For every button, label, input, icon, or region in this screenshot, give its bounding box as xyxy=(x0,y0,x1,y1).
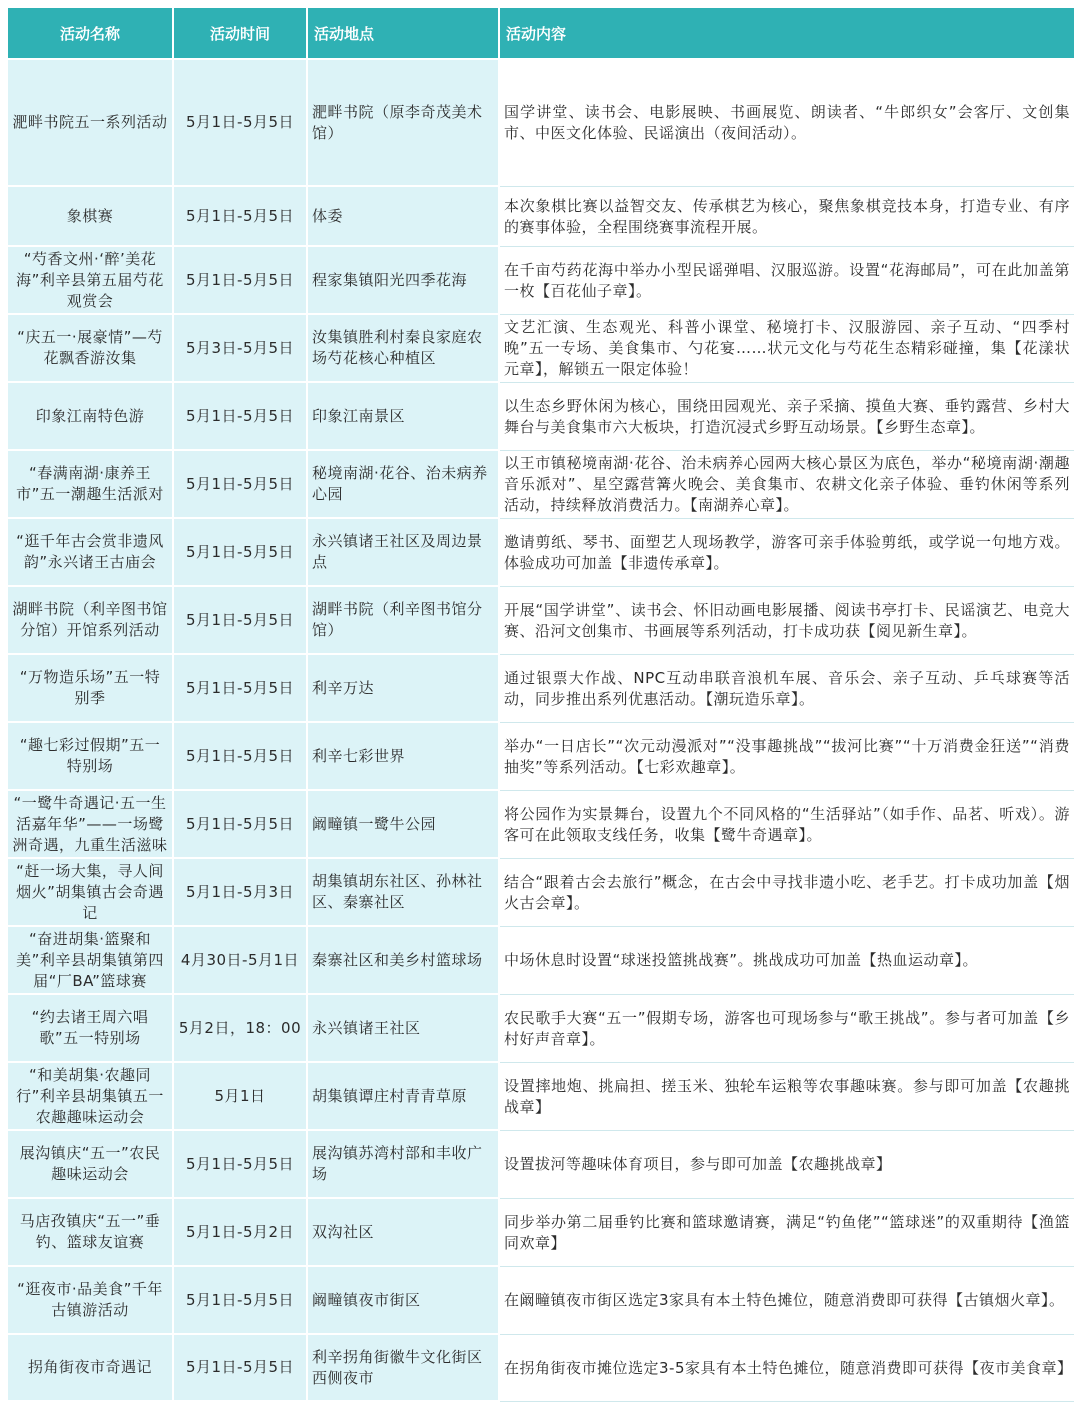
row-place: 胡集镇胡东社区、孙林社区、秦寨社区 xyxy=(312,872,483,911)
header-name xyxy=(8,8,174,60)
row-place-cell xyxy=(308,655,500,723)
header-content xyxy=(500,8,1074,60)
row-time-cell xyxy=(174,791,308,859)
row-place-cell xyxy=(308,383,500,451)
row-place-cell xyxy=(308,247,500,315)
row-place-cell xyxy=(308,791,500,859)
table-body xyxy=(8,60,1074,1402)
row-time-cell xyxy=(174,859,308,927)
row-name-cell xyxy=(8,723,174,791)
row-place: 永兴镇诸王社区及周边景点 xyxy=(312,532,483,571)
row-time-cell xyxy=(174,1267,308,1335)
table-row xyxy=(8,995,1074,1063)
row-time-cell xyxy=(174,1335,308,1402)
table-row xyxy=(8,791,1074,859)
row-name: “庆五一·展豪情”—芍花飘香游汝集 xyxy=(17,328,163,367)
row-content: 农民歌手大赛“五一”假期专场，游客也可现场参与“歌王挑战”。参与者可加盖【乡村好声音章】。 xyxy=(504,1008,1070,1048)
row-name: 印象江南特色游 xyxy=(35,406,145,425)
row-time: 5月1日-5月5日 xyxy=(185,746,295,765)
row-place: 展沟镇苏湾村部和丰收广场 xyxy=(312,1144,483,1183)
row-place: 体委 xyxy=(312,206,344,225)
row-time: 5月1日-5月5日 xyxy=(185,113,295,131)
row-content-cell xyxy=(500,791,1074,859)
row-place: 双沟社区 xyxy=(312,1222,375,1241)
row-name: 象棋赛 xyxy=(66,206,114,225)
row-name-cell xyxy=(8,791,174,859)
row-name: “逛千年古会赏非遗风韵”永兴诸王古庙会 xyxy=(16,532,164,571)
row-name-cell xyxy=(8,1267,174,1335)
row-content: 同步举办第二届垂钓比赛和篮球邀请赛，满足“钓鱼佬”“篮球迷”的双重期待【渔篮同欢章】 xyxy=(504,1212,1070,1252)
row-name: 拐角街夜市奇遇记 xyxy=(27,1358,152,1376)
row-name-cell xyxy=(8,995,174,1063)
row-name-cell xyxy=(8,1335,174,1402)
row-name-cell xyxy=(8,60,174,187)
row-time: 5月1日-5月5日 xyxy=(185,474,295,493)
row-place-cell xyxy=(308,519,500,587)
row-content-cell xyxy=(500,995,1074,1063)
table-row xyxy=(8,1199,1074,1267)
header-place xyxy=(308,8,500,60)
row-content: 国学讲堂、读书会、电影展映、书画展览、朗读者、“牛郎织女”会客厅、文创集市、中医文化体验、民谣演出（夜间活动）。 xyxy=(504,103,1070,142)
row-place: 利辛七彩世界 xyxy=(312,746,406,765)
row-time: 5月1日-5月5日 xyxy=(185,1154,295,1173)
row-time: 5月1日-5月5日 xyxy=(185,270,295,289)
row-place-cell xyxy=(308,315,500,383)
row-content: 在千亩芍药花海中举办小型民谣弹唱、汉服巡游。设置“花海邮局”，可在此加盖第一枚【百花仙子章】。 xyxy=(504,260,1070,300)
row-name-cell xyxy=(8,519,174,587)
row-place-cell xyxy=(308,995,500,1063)
row-content: 结合“跟着古会去旅行”概念，在古会中寻找非遗小吃、老手艺。打卡成功加盖【烟火古会章】。 xyxy=(504,872,1070,912)
row-time-cell xyxy=(174,60,308,187)
row-place: 秘境南湖·花谷、治未病养心园 xyxy=(312,464,488,503)
row-content: 以王市镇秘境南湖·花谷、治未病养心园两大核心景区为底色，举办“秘境南湖·潮趣音乐派对”、星空露营篝火晚会、美食集市、农耕文化亲子体验、垂钓休闲等系列活动，持续释放消费活力。【南湖养心章】。 xyxy=(504,454,1070,514)
row-place-cell xyxy=(308,723,500,791)
row-time: 5月1日-5月5日 xyxy=(185,1358,295,1376)
row-time: 5月1日-5月5日 xyxy=(185,542,295,561)
row-place: 程家集镇阳光四季花海 xyxy=(312,270,468,289)
row-time-cell xyxy=(174,587,308,655)
row-place: 阚疃镇一鹭牛公园 xyxy=(312,814,437,833)
row-content-cell xyxy=(500,587,1074,655)
row-place: 汝集镇胜利村秦良家庭农场芍花核心种植区 xyxy=(312,328,483,367)
row-content-cell xyxy=(500,315,1074,383)
row-time: 5月1日-5月5日 xyxy=(185,678,295,697)
row-name-cell xyxy=(8,315,174,383)
row-content: 将公园作为实景舞台，设置九个不同风格的“生活驿站”（如手作、品茗、听戏）。游客可在此领取支线任务，收集【鹭牛奇遇章】。 xyxy=(504,804,1070,844)
table-row xyxy=(8,315,1074,383)
row-place-cell xyxy=(308,1063,500,1131)
row-time: 5月1日-5月5日 xyxy=(185,1290,295,1309)
row-name-cell xyxy=(8,383,174,451)
row-place: 湖畔书院（利辛图书馆分馆） xyxy=(312,600,483,639)
row-content-cell xyxy=(500,383,1074,451)
table-row xyxy=(8,451,1074,519)
row-content: 在阚疃镇夜市街区选定3家具有本土特色摊位，随意消费即可获得【古镇烟火章】。 xyxy=(504,1291,1065,1309)
row-name-cell xyxy=(8,1131,174,1199)
table-row xyxy=(8,247,1074,315)
row-content-cell xyxy=(500,1267,1074,1335)
row-content: 通过银票大作战、NPC互动串联音浪机车展、音乐会、亲子互动、乒乓球赛等活动，同步推出系列优惠活动。【潮玩造乐章】。 xyxy=(504,668,1070,708)
row-content: 设置摔地炮、挑扁担、搓玉米、独轮车运粮等农事趣味赛。参与即可加盖【农趣挑战章】 xyxy=(504,1076,1070,1116)
row-name-cell xyxy=(8,927,174,995)
row-place-cell xyxy=(308,587,500,655)
row-name-cell xyxy=(8,859,174,927)
row-name: “逛夜市·品美食”千年古镇游活动 xyxy=(17,1280,163,1319)
row-time-cell xyxy=(174,315,308,383)
row-time-cell xyxy=(174,1199,308,1267)
table-row xyxy=(8,383,1074,451)
row-time-cell xyxy=(174,1131,308,1199)
header-place-label: 活动地点 xyxy=(314,24,375,43)
row-name-cell xyxy=(8,1199,174,1267)
row-time: 5月1日 xyxy=(214,1086,266,1105)
row-place: 利辛拐角街徽牛文化街区西侧夜市 xyxy=(312,1347,483,1387)
row-content-cell xyxy=(500,655,1074,723)
table-row xyxy=(8,655,1074,723)
row-time: 4月30日-5月1日 xyxy=(180,950,300,969)
row-content-cell xyxy=(500,1199,1074,1267)
row-name: “约去诸王周六唱歌”五一特别场 xyxy=(31,1008,149,1047)
row-content: 中场休息时设置“球迷投篮挑战赛”。挑战成功可加盖【热血运动章】。 xyxy=(504,951,979,969)
header-time-label: 活动时间 xyxy=(209,24,270,43)
row-place: 印象江南景区 xyxy=(312,406,406,425)
row-content: 在拐角街夜市摊位选定3-5家具有本土特色摊位，随意消费即可获得【夜市美食章】 xyxy=(504,1358,1073,1377)
row-time: 5月1日-5月5日 xyxy=(185,610,295,629)
row-time-cell xyxy=(174,383,308,451)
row-content-cell xyxy=(500,723,1074,791)
table-row xyxy=(8,1267,1074,1335)
table-row xyxy=(8,859,1074,927)
row-time-cell xyxy=(174,247,308,315)
row-place: 秦寨社区和美乡村篮球场 xyxy=(312,950,483,969)
row-time: 5月3日-5月5日 xyxy=(185,338,295,357)
row-content: 本次象棋比赛以益智交友、传承棋艺为核心，聚焦象棋竞技本身，打造专业、有序的赛事体验，全程围绕赛事流程开展。 xyxy=(504,196,1070,236)
row-name-cell xyxy=(8,451,174,519)
table-row xyxy=(8,927,1074,995)
row-content: 设置拔河等趣味体育项目，参与即可加盖【农趣挑战章】 xyxy=(504,1155,892,1173)
row-time: 5月1日-5月2日 xyxy=(185,1222,295,1241)
row-name: “春满南湖·康养王市”五一潮趣生活派对 xyxy=(16,464,164,503)
table-row xyxy=(8,1063,1074,1131)
table-row xyxy=(8,519,1074,587)
row-content-cell xyxy=(500,519,1074,587)
row-place-cell xyxy=(308,1131,500,1199)
row-time-cell xyxy=(174,927,308,995)
row-place: 永兴镇诸王社区 xyxy=(312,1018,421,1037)
row-place: 利辛万达 xyxy=(312,678,375,697)
row-name: “赶一场大集，寻人间烟火”胡集镇古会奇遇记 xyxy=(16,861,164,922)
row-place: 淝畔书院（原李奇茂美术馆） xyxy=(312,102,483,142)
row-place-cell xyxy=(308,1199,500,1267)
row-content: 邀请剪纸、琴书、面塑艺人现场教学，游客可亲手体验剪纸，或学说一句地方戏。体验成功可加盖【非遗传承章】。 xyxy=(504,532,1070,572)
row-content-cell xyxy=(500,1063,1074,1131)
row-name: 湖畔书院（利辛图书馆分馆）开馆系列活动 xyxy=(12,600,168,639)
row-place-cell xyxy=(308,859,500,927)
row-name-cell xyxy=(8,1063,174,1131)
row-time-cell xyxy=(174,723,308,791)
row-content: 举办“一日店长”“次元动漫派对”“没事趣挑战”“拔河比赛”“十万消费金狂送”“消费抽奖”等系列活动。【七彩欢趣章】。 xyxy=(504,736,1070,776)
row-time-cell xyxy=(174,451,308,519)
row-name-cell xyxy=(8,587,174,655)
header-content-label: 活动内容 xyxy=(506,24,567,43)
row-content-cell xyxy=(500,451,1074,519)
row-time: 5月2日，18：00 xyxy=(178,1018,302,1037)
row-content-cell xyxy=(500,60,1074,187)
row-place: 胡集镇谭庄村青青草原 xyxy=(312,1086,468,1105)
row-name: “万物造乐场”五一特别季 xyxy=(19,668,161,707)
row-name: “奋进胡集·篮聚和美”利辛县胡集镇第四届“厂BA”篮球赛 xyxy=(16,929,164,990)
row-time-cell xyxy=(174,655,308,723)
row-content: 开展“国学讲堂”、读书会、怀旧动画电影展播、阅读书亭打卡、民谣演艺、电竞大赛、沿河文创集市、书画展等系列活动，打卡成功获【阅见新生章】。 xyxy=(504,600,1070,640)
row-content-cell xyxy=(500,1131,1074,1199)
header-time xyxy=(174,8,308,60)
row-place-cell xyxy=(308,60,500,187)
row-place-cell xyxy=(308,1267,500,1335)
row-content-cell xyxy=(500,247,1074,315)
row-name: 展沟镇庆“五一”农民趣味运动会 xyxy=(19,1144,161,1183)
row-place-cell xyxy=(308,451,500,519)
row-content-cell xyxy=(500,927,1074,995)
row-name: 淝畔书院五一系列活动 xyxy=(12,113,168,131)
row-time-cell xyxy=(174,995,308,1063)
row-place-cell xyxy=(308,927,500,995)
row-content-cell xyxy=(500,859,1074,927)
table-row xyxy=(8,187,1074,247)
table-row xyxy=(8,1335,1074,1402)
row-time: 5月1日-5月5日 xyxy=(185,814,295,833)
row-time-cell xyxy=(174,1063,308,1131)
row-name-cell xyxy=(8,187,174,247)
activity-table xyxy=(8,8,1074,1402)
table-row xyxy=(8,1131,1074,1199)
row-content-cell xyxy=(500,187,1074,247)
row-place: 阚疃镇夜市街区 xyxy=(312,1290,421,1309)
row-name-cell xyxy=(8,247,174,315)
row-time-cell xyxy=(174,187,308,247)
row-content: 文艺汇演、生态观光、科普小课堂、秘境打卡、汉服游园、亲子互动、“四季村晚”五一专场、美食集市、勺花宴……状元文化与芍花生态精彩碰撞，集【花漾状元章】，解锁五一限定体验！ xyxy=(504,318,1070,378)
table-row xyxy=(8,587,1074,655)
row-time: 5月1日-5月3日 xyxy=(185,882,295,901)
row-time-cell xyxy=(174,519,308,587)
row-name: “趣七彩过假期”五一特别场 xyxy=(19,736,161,775)
row-time: 5月1日-5月5日 xyxy=(185,206,295,225)
row-place-cell xyxy=(308,1335,500,1402)
header-name-label: 活动名称 xyxy=(59,24,120,43)
table-row xyxy=(8,60,1074,187)
table-row xyxy=(8,723,1074,791)
row-name: “芍香文州·‘醉’美花海”利辛县第五届芍花观赏会 xyxy=(16,249,164,310)
row-place-cell xyxy=(308,187,500,247)
row-name: 马店孜镇庆“五一”垂钓、篮球友谊赛 xyxy=(19,1212,161,1251)
table-header xyxy=(8,8,1074,60)
row-name-cell xyxy=(8,655,174,723)
row-name: “和美胡集·农趣同行”利辛县胡集镇五一农趣趣味运动会 xyxy=(16,1065,164,1126)
row-content: 以生态乡野休闲为核心，围绕田园观光、亲子采摘、摸鱼大赛、垂钓露营、乡村大舞台与美食集市六大板块，打造沉浸式乡野互动场景。【乡野生态章】。 xyxy=(504,396,1070,436)
row-content-cell xyxy=(500,1335,1074,1402)
row-time: 5月1日-5月5日 xyxy=(185,406,295,425)
row-name: “一鹭牛奇遇记·五一生活嘉年华”——一场鹭洲奇遇，九重生活滋味 xyxy=(12,793,168,854)
